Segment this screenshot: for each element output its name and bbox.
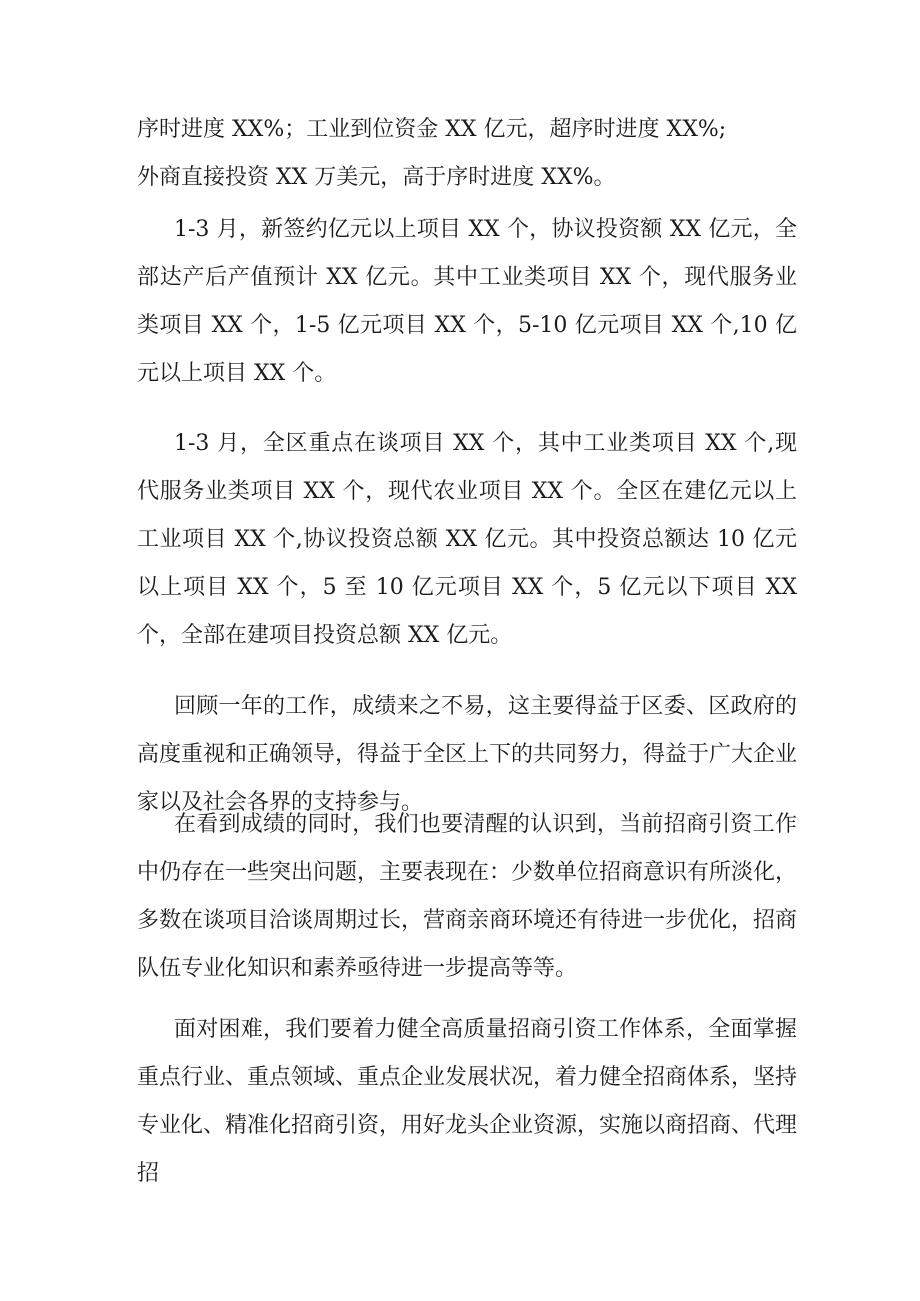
text-line: 序时进度 XX%；工业到位资金 XX 亿元，超序时进度 XX%; <box>137 117 727 142</box>
paragraph-new-signed-projects: 1-3 月，新签约亿元以上项目 XX 个，协议投资额 XX 亿元，全部达产后产值预计 XX 亿元。其中工业类项目 XX 个，现代服务业类项目 XX 个，1-5 亿元项目 XX 个，5-10 亿元项目 XX 个,10 亿元以上项目 XX 个。 <box>137 217 797 386</box>
paragraph-review: 回顾一年的工作，成绩来之不易，这主要得益于区委、区政府的高度重视和正确领导，得益于全区上下的共同努力，得益于广大企业家以及社会各界的支持参与。 <box>137 694 798 815</box>
text-line: 外商直接投资 XX 万美元，高于序时进度 XX%。 <box>137 165 616 190</box>
paragraph-measures: 面对困难，我们要着力健全高质量招商引资工作体系，全面掌握重点行业、重点领域、重点企业发展状况，着力健全招商体系，坚持专业化、精准化招商引资，用好龙头企业资源，实施以商招商、代理招 <box>137 1017 798 1186</box>
paragraph-key-projects: 1-3 月，全区重点在谈项目 XX 个，其中工业类项目 XX 个,现代服务业类项目 XX 个，现代农业项目 XX 个。全区在建亿元以上工业项目 XX 个,协议投资总额 XX 亿元。其中投资总额达 10 亿元以上项目 XX 个，5 至 10 亿元项目 XX 个，5 亿元以下项目 XX 个，全部在建项目投资总额 XX 亿元。 <box>137 431 797 648</box>
paragraph-problems: 在看到成绩的同时，我们也要清醒的认识到，当前招商引资工作中仍存在一些突出问题，主要表现在：少数单位招商意识有所淡化，多数在谈项目洽谈周期过长，营商亲商环境还有待进一步优化，招商队伍专业化知识和素养亟待进一步提高等等。 <box>137 812 798 981</box>
paragraph-continuation <box>137 106 797 202</box>
